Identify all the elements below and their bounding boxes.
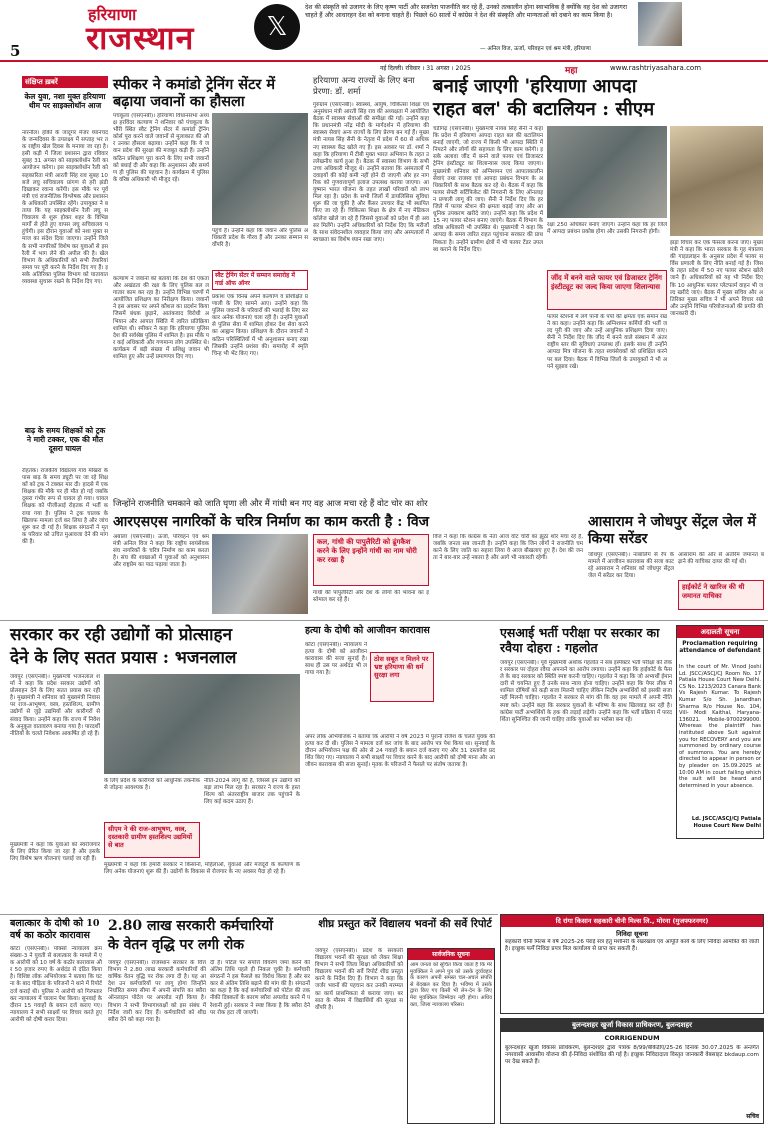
highlight-box: सीएम ने की राज-आभूषण, वस्त्र, दस्तकारी ग्रामीण हस्तशिल्प उद्यमियों से बात: [104, 822, 200, 858]
story-body: अंबाला (एसएनबी)। ऊर्जा, परिवहन एवं श्रम मंत्री अनिल विज ने कहा कि राष्ट्रीय स्वयंसेवक संघ नागरिकों के चरित्र निर्माण का काम करता है। संघ की शाखाओं में युवाओं को अनुशासन और राष्ट्रप्रेम का पाठ पढ़ाया जाता है।: [113, 534, 209, 569]
paper-name: महा: [565, 66, 578, 76]
photo-caption: स्वैट ट्रेनिंग सेंटर में सम्मान समारोह में गार्ड ऑफ ऑनर: [212, 270, 308, 290]
story-body: कोटा (एसएनबी)। पोक्सो न्यायालय क्रम संख्या-3 ने युवती से बलात्कार के मामले में एक आरोपी को 10 वर्ष के कठोर कारावास और 50 हजार रुपए के अर्थदंड से दंडित किया है। विशिष्ट लोक अभियोजक ने बताया कि घटना के बाद पीड़िता के परिजनों ने थाने में रिपोर्ट दर्ज कराई थी। पुलिस ने आरोपी को गिरफ्तार कर न्यायालय में चालान पेश किया। सुनवाई के दौरान 15 गवाहों के बयान दर्ज कराए गए। न्यायालय ने सभी साक्ष्यों पर विचार करते हुए आरोपी को दोषी करार दिया।: [10, 946, 102, 1023]
highlight-box: हाईकोर्ट ने खारिज की थी जमानत याचिका: [678, 580, 764, 610]
public-notice-text: आम जनता को सूचित किया जाता है कि मेरे मुवक्किल ने अपने पुत्र को उसके दुर्व्यवहार के कारण अपनी समस्त चल-अचल संपत्ति से बेदखल कर दिया है। भविष्य में उसके द्वारा किए गए किसी भी लेन-देन के लिए मेरा मुवक्किल जिम्मेदार नहीं होगा। अधिवक्ता, जिला न्यायालय परिसर।: [410, 962, 492, 1008]
highlight-box: ठोस सबूत न मिलने पर भ्रष्ट हरियाणा की धर्म सुरक्षा लगा: [370, 652, 434, 702]
story-body: गांधी की पापुलैरिटी और देश के लोगों की भावना का इस्तेमाल कर रहे हैं।: [313, 590, 429, 604]
authority-text: बुलन्दशहर खुर्जा विकास प्राधिकरण, बुलन्दशहर द्वारा पत्रांक 8/99/बीकेडीए/25-26 दिनांक 30.07.2025 के अन्तर्गत नगरवासी आवासीय योजना की ई-निविदा संशोधित की गई है। इच्छुक निविदादाता विस्तृत जानकारी वेबसाइट bkdaup.com पर देख सकते हैं।: [505, 1045, 759, 1066]
story-body: जोधपुर (एसएनबी)। नाबालिग से रेप के मामले में आजीवन कारावास की सजा काट रहे आसाराम ने शनिवार को जोधपुर सेंट्रल जेल में सरेंडर कर दिया।: [588, 552, 674, 580]
story-body: झड़ा विचार कर एक फैसला करना जाए। मुख्यमंत्री ने कहा कि भारत सरकार के गृह मंत्रालय की गाइडलाइन के अनुसार प्रदेश में फायर सर्विस प्रणाली के लिए नीति बनाई गई है। जिसके तहत प्रदेश में 50 नए फायर स्टेशन खोले जाने हैं। अधिकारियों को यह भी निर्देश दिए कि 10 आधुनिक फायर प्लेटफार्म वाहन भी जल्द खरीदे जाएं। बैठक में मुख्य सचिव और अतिरिक्त मुख्य सचिव ने भी अपने विचार रखे और उन्होंने विभिन्न परियोजनाओं की प्रगति की जानकारी दी।: [670, 240, 763, 317]
story-body: नीति-2024 लागू की है, जिससे इन उद्योगों को बड़ा लाभ मिल रहा है। सरकार ने राज्य के हस्तशिल्प को अंतरराष्ट्रीय बाजार तक पहुंचाने के लिए कई कदम उठाए हैं।: [204, 778, 300, 806]
highlight-box: जींद में बनने वाले फायर एवं डिजास्टर ट्रेनिंग इंस्टीट्यूट का जल्द किया जाएगा शिलान्यास: [547, 270, 667, 310]
story-body: जयपुर (एसएनबी)। प्रदेश के सरकारी विद्यालय भवनों की सुरक्षा को लेकर शिक्षा विभाग ने सभी जिला शिक्षा अधिकारियों को विद्यालय भवनों की सर्वे रिपोर्ट शीघ्र प्रस्तुत करने के निर्देश दिए हैं। विभाग ने कहा कि जर्जर भवनों की पहचान कर उनकी मरम्मत का कार्य प्राथमिकता से कराया जाए। बरसात के मौसम में विद्यार्थियों की सुरक्षा सर्वोपरि है।: [315, 948, 403, 1011]
story-body: के लिए प्रदेश के कारीगरों को आधुनिक तकनीक से जोड़ना आवश्यक है।: [104, 778, 200, 792]
brief-body: नारनौल। हॉकी के जादूगर मेजर ध्यानचंद के जन्मदिवस के उपलक्ष्य में सप्ताह भर तक राष्ट्रीय खेल दिवस के मनाया जा रहा है। इसी कड़ी में जिला प्रशासन द्वारा रविवार सुबह 31 अगस्त को साइक्लोथॉन रैली का आयोजन करेगा। इस साइक्लोथॉन रैली को सहकारिता मंत्री आरती सिंह राव सुबह 10 बजे लघु सचिवालय प्रांगण से हरी झंडी दिखाकर रवाना करेंगी। इस मौके पर पूर्व मंत्री एवं राजनीतिक विश्लेषक और प्रशासन के अधिकारी उपस्थित रहेंगे। उपायुक्त ने बताया कि यह साइक्लोथॉन रैली लघु सचिवालय से शुरू होकर शहर के विभिन्न मार्गों से होते हुए वापस लघु सचिवालय पहुंचेगी। इस दौरान युवाओं को नशा मुक्त समाज का संदेश दिया जाएगा। उन्होंने जिले के सभी नागरिकों विशेष कर युवाओं से इस रैली में भाग लेने की अपील की है। खेल विभाग के अधिकारियों को सभी तैयारियां समय पर पूरी करने के निर्देश दिए गए हैं। इसके अतिरिक्त पुलिस विभाग को यातायात व्यवस्था सुचारू रखने के निर्देश दिए गए।: [22, 130, 108, 285]
banner-quote: देश की संस्कृति को उजागर के लिए कृष्ण पार्टी और सजनेता पाजनीति कर रहे हैं, उनको तत्कालीन होना स्वाभाविक है क्योंकि वह देश को उजागरा चाहते हैं और आधारहन देश को बनाना चाहते हैं। पिछले 60 सालों में कांग्रेस ने देश की संस्कृति और मान्यताओं को दबाने का काम किया है।: [305, 4, 627, 19]
public-notice: [407, 948, 495, 1124]
dateline: नई दिल्ली। रविवार । 31 अगस्त । 2025: [380, 65, 471, 72]
story-body: अपर लोक अभियोजक ने बताया कि आरोपी ने वर्ष 2023 में पुरानी रंजिश के चलते युवक की हत्या कर दी थी। पुलिस ने मामला दर्ज कर जांच के बाद आरोप पत्र पेश किया था। सुनवाई के दौरान अभियोजन पक्ष की ओर से 24 गवाहों के बयान दर्ज कराए गए और 31 दस्तावेज प्रदर्शित किए गए। न्यायालय ने सभी साक्ष्यों पर विचार करने के बाद आरोपी को दोषी माना और आजीवन कारावास की सजा सुनाई। मृतक के परिजनों ने फैसले पर संतोष जताया है।: [305, 734, 495, 769]
story-body: जयपुर (एसएनबी)। पूर्व मुख्यमंत्री अशोक गहलोत ने सब इंस्पेक्टर भर्ती परीक्षा को लेकर सरकार पर दोहरा रवैया अपनाने का आरोप लगाया। उन्होंने कहा कि हाईकोर्ट के फैसले के बाद सरकार को स्थिति स्पष्ट करनी चाहिए। गहलोत ने कहा कि जो अभ्यर्थी ईमानदारी से चयनित हुए हैं उनके साथ न्याय होना चाहिए। उन्होंने कहा कि पेपर लीक में शामिल दोषियों को कड़ी सजा मिलनी चाहिए लेकिन निर्दोष अभ्यर्थियों को इसकी सजा नहीं मिलनी चाहिए। गहलोत ने सरकार से मांग की कि वह इस मामले में अपनी नीति स्पष्ट करे। उन्होंने कहा कि सरकार युवाओं के भविष्य के साथ खिलवाड़ कर रही है। कांग्रेस पार्टी अभ्यर्थियों के हक की लड़ाई लड़ेगी। उन्होंने कहा कि भर्ती प्रक्रिया में पारदर्शिता सुनिश्चित की जानी चाहिए ताकि युवाओं का भरोसा बना रहे।: [500, 660, 672, 723]
strap-line: जिन्होंने राजनीति चमकाने को जाति घृणा ली और मैं गांधी बन गए वह आज मचा रहे हैं वोट चोर का शोर: [113, 499, 428, 509]
tender-notice: [500, 914, 764, 1014]
news-photo: [212, 534, 308, 614]
story-headline: शीघ्र प्रस्तुत करें विद्यालय भवनों की सर्वे रिपोर्ट: [318, 918, 492, 930]
news-photo: [670, 126, 763, 236]
briefs-sidebar: [22, 76, 108, 618]
pull-quote: कल, गांधी की पापुलैरिटी को ढूंगकैश करने के लिए इन्होंने गांधी का नाम चोरी कर रखा है: [313, 534, 429, 586]
story-headline: देने के लिए सतत प्रयास : भजनलाल: [10, 648, 237, 668]
brief-body: रोहतक। राजकीय विद्यालय गांव मोखरा के पास बाढ़ के समय ड्यूटी पर जा रहे शिक्षकों को ट्रक ने टक्कर मार दी। हादसे में एक शिक्षक की मौके पर ही मौत हो गई जबकि दूसरा गंभीर रूप से घायल हो गया। घायल शिक्षक को पीजीआई रोहतक में भर्ती कराया गया है। पुलिस ने ट्रक चालक के खिलाफ मामला दर्ज कर लिया है और जांच शुरू कर दी गई है। शिक्षक संगठनों ने मृतक परिवार को उचित मुआवजा देने की मांग की है।: [22, 468, 108, 545]
section-divider: [0, 914, 498, 915]
tender-text: सहकारी चीनी मिल्स में वर्ष 2025-26 पेराई सत्र हेतु मशीनरी के रखरखाव एवं आपूर्ति कार्य के लिए निविदा आमंत्रित की जाती है। इच्छुक फर्में निविदा प्रपत्र मिल कार्यालय से प्राप्त कर सकती हैं।: [505, 939, 759, 953]
story-body: प्रकाश एक विनम्र अपने कल्याण व प्रशिक्षित प्रणाली के लिए सामने आए। उन्होंने कहा कि पुलिस जवानों के परिवारों की भलाई के लिए सरकार अनेक योजनाएं चला रही है। उन्होंने युवाओं से पुलिस सेवा में शामिल होकर देश सेवा करने का आह्वान किया। प्रशिक्षण के दौरान जवानों ने कठिन परिस्थितियों में भी अनुशासन बनाए रखा जिसकी उन्होंने प्रशंसा की। समारोह में स्मृति चिन्ह भी भेंट किए गए।: [212, 294, 308, 357]
story-headline: सरकार कर रही उद्योगों को प्रोत्साहन: [10, 625, 232, 645]
story-headline: बलात्कार के दोषी को 10 वर्ष का कठोर कारावास: [10, 918, 100, 941]
lead-headline: बनाई जाएगी 'हरियाणा आपदा: [433, 76, 637, 97]
story-headline: एसआई भर्ती परीक्षा पर सरकार का रवैया दोहरा : गहलोत: [500, 625, 660, 655]
brand-main: राजस्थान: [86, 19, 195, 57]
section-divider: [0, 620, 768, 621]
public-notice-head: सार्वजनिक सूचना: [408, 949, 494, 960]
page-number: 5: [10, 42, 21, 60]
news-photo: [212, 113, 308, 225]
story-body: रक्षा 250 अधिकार बनाए जाएंगे। उन्होंने कहा कि हर जिले में आपदा प्रबंधन प्रकोष्ठ होगा और उसकी निगरानी होगी।: [547, 222, 667, 236]
story-body: गुरुग्राम (एसएनबी)। स्वास्थ्य, आयुष, चिकित्सा शिक्षा एवं अनुसंधान मंत्री आरती सिंह राव की अध्यक्षता में आयोजित बैठक में स्वास्थ्य सेवाओं की समीक्षा की गई। उन्होंने कहा कि प्रधानमंत्री नरेंद्र मोदी के मार्गदर्शन में हरियाणा की स्वास्थ्य सेवाएं अन्य राज्यों के लिए प्रेरणा बन गई हैं। मुख्यमंत्री नायब सिंह सैनी के नेतृत्व में प्रदेश में 60 से अधिक नए स्वास्थ्य केंद्र खोले गए हैं। इस अवसर पर डॉ. शर्मा ने कहा कि हरियाणा में टीबी मुक्त भारत अभियान के तहत उल्लेखनीय कार्य हुआ है। बैठक में स्वास्थ्य विभाग के सभी उच्च अधिकारी मौजूद थे। उन्होंने बताया कि अस्पतालों में दवाइयों की कोई कमी नहीं होने दी जाएगी और हर नागरिक को गुणवत्तापूर्ण इलाज उपलब्ध कराया जाएगा। आयुष्मान भारत योजना के तहत लाखों परिवारों को लाभ मिल रहा है। प्रदेश के सभी जिलों में डायलिसिस सुविधा शुरू की जा चुकी है और कैंसर उपचार केंद्र भी स्थापित किए जा रहे हैं। चिकित्सा शिक्षा के क्षेत्र में नए मेडिकल कॉलेज खोले जा रहे हैं जिससे युवाओं को प्रदेश में ही अवसर मिलेंगे। उन्होंने अधिकारियों को निर्देश दिए कि मरीजों के साथ संवेदनशील व्यवहार किया जाए और अस्पतालों में स्वच्छता का विशेष ध्यान रखा जाए।: [313, 102, 429, 243]
news-photo: [104, 674, 300, 774]
story-body: मुख्यमंत्री ने कहा कि हमारी सरकार ने किसानों, महिलाओं, युवाओं और मजदूरों के कल्याण के लिए अनेक योजनाएं शुरू की हैं। उद्योगों के विकास से रोजगार के नए अवसर पैदा हो रहे हैं।: [104, 862, 300, 876]
court-notice-head: अदालती सूचना: [677, 626, 763, 638]
story-headline: आरएसएस नागरिकों के चरित्र निर्माण का काम करती है : विज: [113, 514, 430, 530]
story-body: जयपुर (एसएनबी)। मुख्यमंत्री भजनलाल शर्मा ने कहा कि प्रदेश सरकार उद्योगों को प्रोत्साहन देने के लिए सतत प्रयास कर रही है। मुख्यमंत्री ने शनिवार को मुख्यमंत्री निवास पर राज-आभूषण, वस्त्र, हस्तशिल्प, ग्रामीण उद्योगों से जुड़े उद्यमियों और कारीगरों से संवाद किया। उन्होंने कहा कि राज्य में निवेश के अनुकूल वातावरण बनाया गया है। पारदर्शी नीतियों के चलते निवेशक आकर्षित हो रहे हैं।: [10, 674, 100, 737]
section-tag: संक्षिप्त ख़बरें: [22, 76, 108, 88]
story-body: दी है। पोर्टल पर संपत्ति विवरण जमा करने की अंतिम तिथि पहले ही निकल चुकी है। कर्मचारी संगठनों ने इस फैसले का विरोध किया है और सरकार से अंतिम तिथि बढ़ाने की मांग की है। संगठनों का कहा है कि कई कर्मचारियों को पोर्टल की तकनीकी दिक्कतों के कारण ब्यौरा अपलोड करने में परेशानी हुई। सरकार ने स्पष्ट किया है कि ब्यौरा देने पर रोक हटा ली जाएगी।: [210, 960, 310, 1016]
tender-sub: निविदा सूचना: [616, 930, 648, 938]
masthead-rule: [0, 60, 768, 62]
banner-quote-credit: — अनिल विज, ऊर्जा, परिवहन एवं श्रम मंत्री, हरियाणा: [480, 46, 591, 52]
story-body: जयपुर (एसएनबी)। राजस्थान सरकार के वित्त विभाग ने 2.80 लाख सरकारी कर्मचारियों की वार्षिक वेतन वृद्धि पर रोक लगा दी है। यह आदेश उन कर्मचारियों पर लागू होगा जिन्होंने निर्धारित समय सीमा में अपनी संपत्ति का ब्यौरा ऑनलाइन पोर्टल पर अपलोड नहीं किया है। विभाग ने सभी विभागाध्यक्षों को इस संबंध में निर्देश जारी कर दिए हैं। कर्मचारियों को शीघ्र ब्यौरा देने को कहा गया है।: [108, 960, 206, 1023]
story-body: विज ने कहा कि कांग्रेस के नेता आज वोट चोरी का झूठा शोर मचा रहे हैं, जबकि जनता सब जानती है। उन्होंने कहा कि जिन लोगों ने राजनीति चमकाने के लिए जाति का सहारा लिया वे आज बौखलाए हुए हैं। देश की जनता ने बार-बार उन्हें नकारा है और आगे भी नकारती रहेगी।: [433, 534, 583, 562]
court-notice-text: In the court of Mr. Vinod Joshi Ld. JSCC/ASCJ/CJ Room No. 17 Patiala House Court New Delhi. CS No. 1213/2023 Canara Bank Vs Rajesh Kumar. To Rajesh Kumar S/o Sh. Janardhan Sharma R/o House No. 104, Vill- Modi Kaithal, Haryana-136021. Mobile-9700299000. Whereas the plaintiff has instituted above Suit against you for RECOVERY and you are summoned by ordinary course of summons. You are hereby directed to appear in person or by pleader on 15.09.2025 at 10:00 AM in court failing which the suit will be heard and determined in your absence.: [679, 664, 761, 789]
authority-notice: [500, 1018, 764, 1124]
story-body: पंचकूला (एसएनबी)। हरियाणा विधानसभा अध्यक्ष हरविंदर कल्याण ने शनिवार को पंचकूला के भौंरी स्थित स्वैट ट्रेनिंग सेंटर में कमांडो ट्रेनिंग कोर्स पूरा करने वाले जवानों से मुलाकात की और उनका हौसला बढ़ाया। उन्होंने कहा कि ये जवान प्रदेश की सुरक्षा की मजबूत कड़ी हैं। उन्होंने कठिन प्रशिक्षण पूरा करने के लिए सभी जवानों को बधाई दी और कहा कि अनुशासन और समर्पण ही पुलिस की पहचान है। कार्यक्रम में पुलिस के वरिष्ठ अधिकारी भी मौजूद रहे।: [113, 113, 209, 183]
story-body: कोटा (एसएनबी)। न्यायालय ने हत्या के दोषी को आजीवन कारावास की सजा सुनाई है। साथ ही उस पर अर्थदंड भी लगाया गया है।: [305, 642, 367, 677]
court-notice-sign: Ld. JSCC/ASCJ/CJ Patiala House Court New Delhi: [691, 816, 761, 829]
story-kicker: हरियाणा अन्य राज्यों के लिए बना प्रेरणा: डॉ. शर्मा: [313, 76, 415, 97]
tender-head: दि रांगा किसान सहकारी चीनी मिल्स लि., मोरना (मुजफ्फरनगर): [501, 915, 763, 927]
story-headline: हत्या के दोषी को आजीवन कारावास: [305, 625, 430, 636]
court-notice: [676, 625, 764, 839]
news-photo: [547, 126, 667, 218]
story-headline: के वेतन वृद्धि पर लगी रोक: [108, 937, 245, 953]
minister-photo: [638, 2, 682, 46]
story-headline: आसाराम ने जोधपुर सेंट्रल जेल में किया सरेंडर: [588, 514, 756, 547]
brand-top: हरियाणा: [88, 5, 137, 24]
authority-sign: सचिव: [746, 1113, 759, 1120]
story-headline: 2.80 लाख सरकारी कर्मचारियों: [108, 918, 273, 934]
authority-sub: CORRIGENDUM: [604, 1034, 660, 1042]
story-body: कल्याण ने जवानों को बताया कि देश की एकता और अखंडता की रक्षा के लिए पुलिस बल लगातार काम कर रहा है। उन्होंने विभिन्न चरणों में आयोजित प्रशिक्षण का निरीक्षण किया। जवानों ने इस अवसर पर अपने कौशल का प्रदर्शन किया जिसमें बंधक छुड़ाने, आतंकवाद विरोधी अभियान और आपात स्थिति में त्वरित प्रतिक्रिया शामिल थी। स्पीकर ने कहा कि हरियाणा पुलिस देश की सर्वश्रेष्ठ पुलिस में शामिल है। इस मौके पर कई अधिकारी और गणमान्य लोग उपस्थित थे। कार्यक्रम में बड़ी संख्या में प्रशिक्षु जवान भी शामिल हुए और उन्हें प्रमाणपत्र दिए गए।: [113, 276, 209, 361]
story-body: पहुंचे हैं। उन्होंने कहा कि जवान और पुलिस अधिकारी प्रदेश के गौरव हैं और उनका सम्मान सर्वोपरि है।: [212, 228, 308, 249]
masthead: [0, 0, 768, 60]
brief-title: बाढ़ के समय शिक्षकों को ट्रक ने मारी टक्कर, एक की मौत दूसरा घायल: [24, 426, 106, 453]
brief-title: केल युवा, नशा मुक्त हरियाणा थीम पर साइक्लोथॉन आज: [24, 92, 106, 110]
court-notice-title: Proclamation requiring attendance of defendant: [679, 641, 761, 654]
story-body: फायर स्टेशनों में लगे पानी के पंपों की क्षमता एक समान रखने का कहा। उन्होंने कहा कि अग्निशमन कर्मियों की भर्ती जल्द पूरी की जाए और उन्हें आधुनिक प्रशिक्षण दिया जाए। सैनी ने निर्देश दिए कि जींद में बनने वाले संस्थान में अंतरराष्ट्रीय स्तर की सुविधाएं उपलब्ध हों। इसके साथ ही उन्होंने आपदा मित्र योजना के तहत स्वयंसेवकों को प्रशिक्षित करने पर बल दिया। बैठक में विभिन्न जिलों के उपायुक्तों ने भी अपने सुझाव रखे।: [547, 314, 667, 370]
story-body: चंडीगढ़ (एसएनबी)। मुख्यमंत्री नायब सिंह सैनी ने कहा कि प्रदेश में हरियाणा आपदा राहत बल की बटालियन बनाई जाएगी, जो राज्य में किसी भी आपदा स्थिति में निपटने और लोगों की सहायता के लिए काम करेगी। इसके अलावा जींद में बनने वाले फायर एवं डिजास्टर ट्रेनिंग इंस्टीट्यूट का शिलान्यास जल्द किया जाएगा। मुख्यमंत्री शनिवार को अग्निशमन एवं आपातकालीन सेवाएं तथा राजस्व एवं आपदा प्रबंधन विभाग के अधिकारियों के साथ बैठक कर रहे थे। बैठक में कहा कि फायर सेफ्टी सर्टिफिकेट की निगरानी के लिए ऑनलाइन प्रणाली लागू की जाए। सैनी ने निर्देश दिए कि हर जिले में फायर स्टेशन की क्षमता बढ़ाई जाए और आधुनिक उपकरण खरीदे जाएं। उन्होंने कहा कि प्रदेश में 15 नए फायर स्टेशन बनाए जाएंगे। बैठक में विभाग के वरिष्ठ अधिकारी भी उपस्थित थे। मुख्यमंत्री ने कहा कि आपदा के समय त्वरित राहत पहुंचाना सरकार की प्राथमिकता है। उन्होंने ग्रामीण क्षेत्रों में भी फायर टेंडर उपलब्ध कराने के निर्देश दिए।: [433, 126, 543, 253]
lead-headline: राहत बल' की बटालियन : सीएम: [433, 99, 655, 120]
story-headline: स्पीकर ने कमांडो ट्रेनिंग सेंटर में बढ़ाया जवानों का हौसला: [113, 76, 276, 110]
x-logo-icon: 𝕏: [254, 4, 300, 50]
story-body: मुख्यमंत्री ने कहा कि युवाओं को स्वरोजगार के लिए प्रेरित किया जा रहा है और इसके लिए विशेष ऋण योजनाएं चलाई जा रही हैं।: [10, 842, 100, 863]
story-body: आसाराम की ओर से अंतरिम जमानत बढ़ाने की याचिका दायर की गई थी।: [678, 552, 764, 566]
authority-title: बुलन्दशहर खुर्जा विकास प्राधिकरण, बुलन्दशहर: [501, 1019, 763, 1032]
website: www.rashtriyasahara.com: [610, 64, 702, 72]
